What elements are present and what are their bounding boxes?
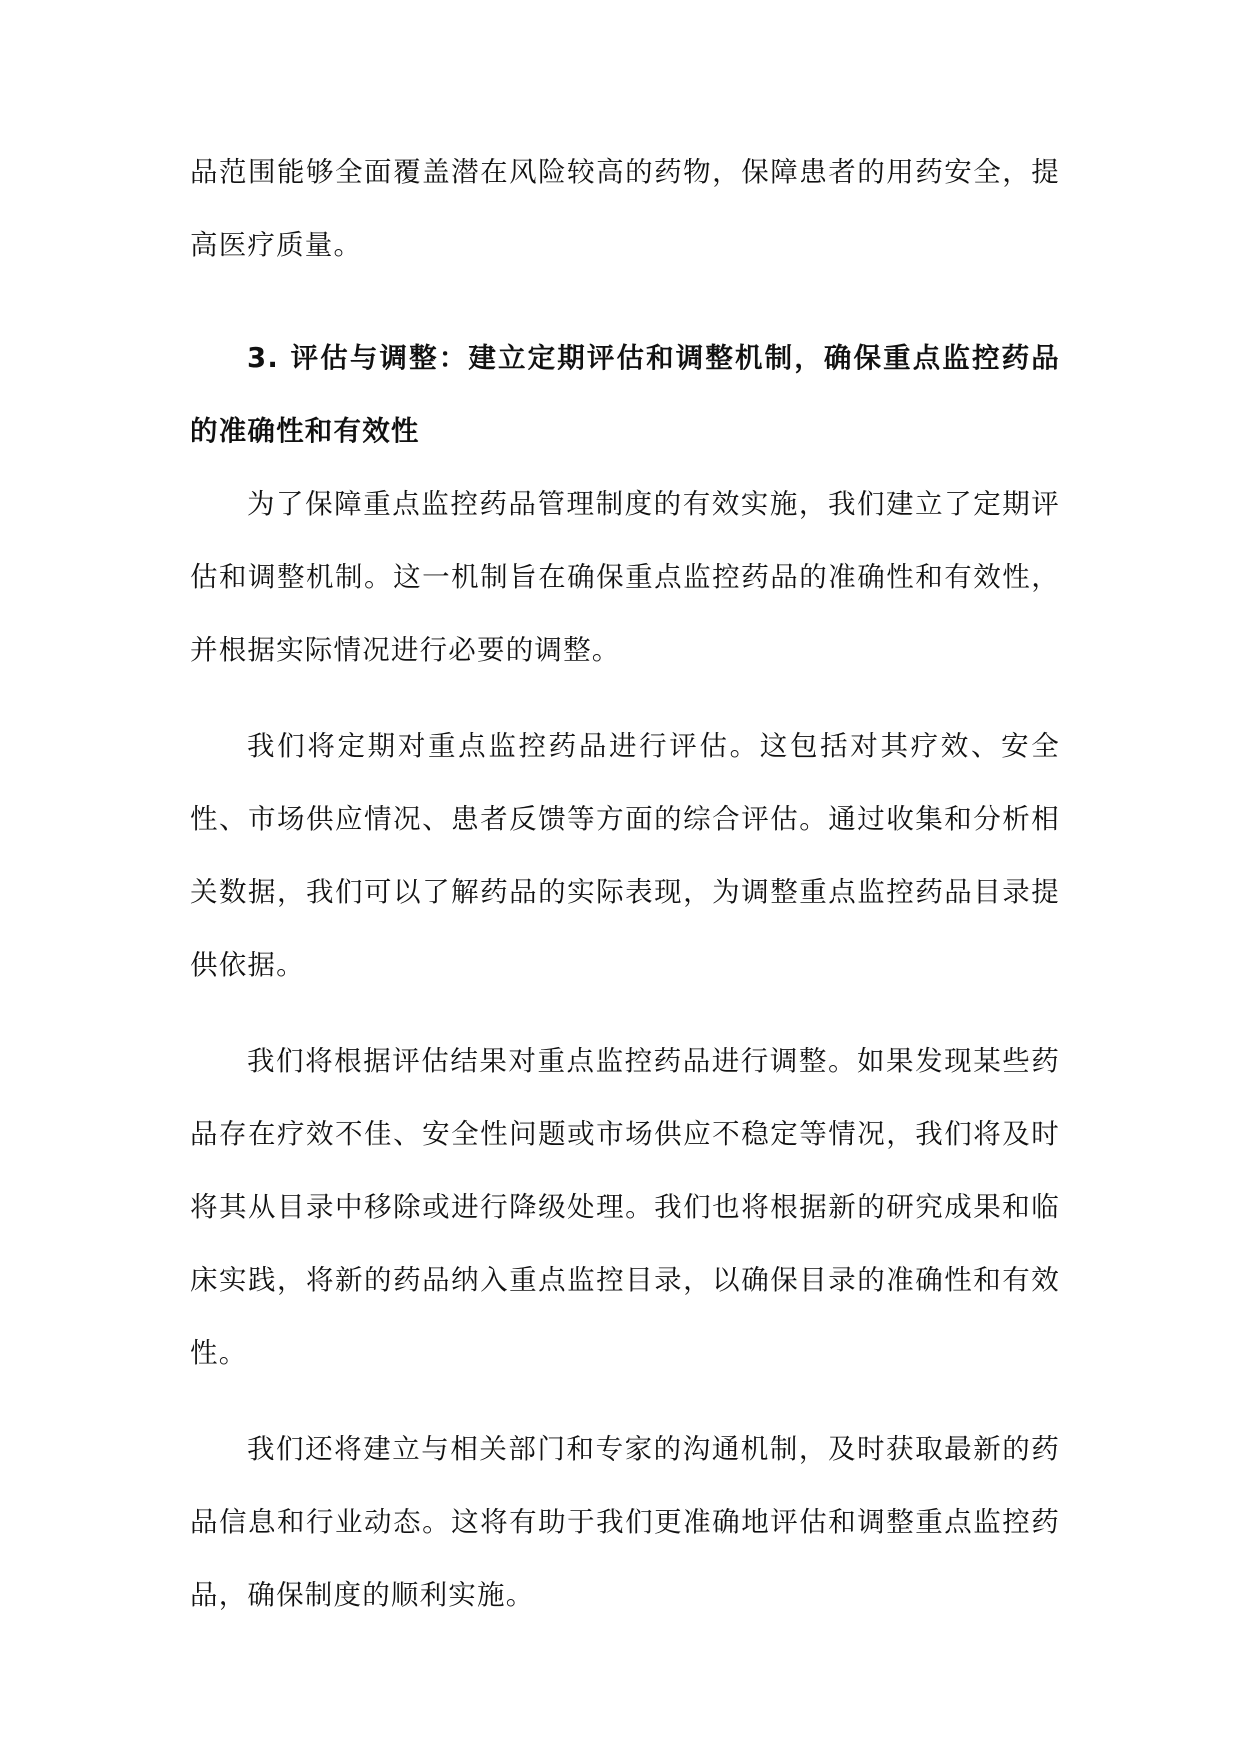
- paragraph-1: 为了保障重点监控药品管理制度的有效实施，我们建立了定期评估和调整机制。这一机制旨在确保重点监控药品的准确性和有效性，并根据实际情况进行必要的调整。: [190, 488, 1060, 666]
- paragraph-3: 我们将根据评估结果对重点监控药品进行调整。如果发现某些药品存在疗效不佳、安全性问题或市场供应不稳定等情况，我们将及时将其从目录中移除或进行降级处理。我们也将根据新的研究成果和临床实践，将新的药品纳入重点监控目录，以确保目录的准确性和有效性。: [190, 1045, 1060, 1369]
- paragraph-2: 我们将定期对重点监控药品进行评估。这包括对其疗效、安全性、市场供应情况、患者反馈等方面的综合评估。通过收集和分析相关数据，我们可以了解药品的实际表现，为调整重点监控药品目录提供依据。: [190, 730, 1060, 981]
- intro-paragraph: 品范围能够全面覆盖潜在风险较高的药物，保障患者的用药安全，提高医疗质量。: [190, 156, 1060, 261]
- section-heading: 3. 评估与调整：建立定期评估和调整机制，确保重点监控药品的准确性和有效性: [190, 342, 1060, 447]
- paragraph-4: 我们还将建立与相关部门和专家的沟通机制，及时获取最新的药品信息和行业动态。这将有助于我们更准确地评估和调整重点监控药品，确保制度的顺利实施。: [190, 1433, 1060, 1611]
